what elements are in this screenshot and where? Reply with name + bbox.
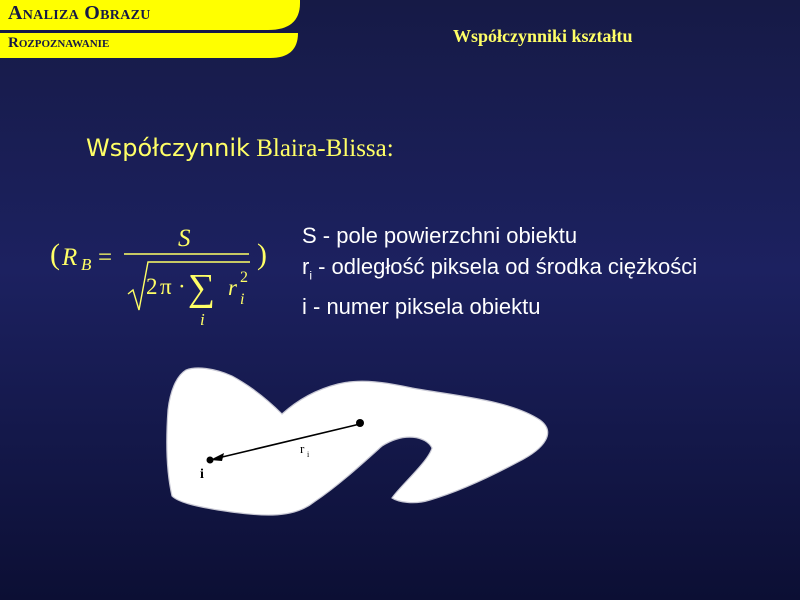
legend-r-sub: i	[309, 268, 312, 283]
formula-r-sub: i	[240, 291, 245, 308]
pixel-label: i	[200, 467, 204, 482]
legend-line-index: i - numer piksela obiektu	[302, 294, 541, 320]
object-shape	[167, 368, 548, 515]
banner-title: Analiza Obrazu	[8, 2, 151, 24]
coefficient-author: Blaira-Blissa:	[256, 135, 394, 162]
distance-label-sub: i	[307, 450, 310, 459]
legend-distance-text: - odległość piksela od środka ciężkości	[312, 254, 698, 279]
close-paren: )	[257, 238, 267, 271]
formula-numerator: S	[178, 225, 191, 252]
formula-r-exp: 2	[240, 269, 248, 286]
sum-index: i	[200, 310, 205, 329]
formula-const: 2	[146, 274, 158, 299]
distance-label: r	[300, 441, 305, 456]
formula-dot: ·	[178, 274, 186, 299]
formula-lhs-sub: B	[81, 255, 92, 274]
formula-pi: π	[160, 274, 172, 299]
centroid-point	[356, 419, 364, 427]
sum-sign: ∑	[188, 267, 216, 309]
coefficient-name: Współczynnik	[86, 134, 250, 162]
open-paren: (	[50, 238, 60, 271]
banner-subtitle: Rozpoznawanie	[8, 35, 110, 51]
formula-r: r	[228, 275, 237, 300]
formula-equals: =	[98, 244, 113, 271]
formula-lhs: R	[62, 244, 78, 271]
slide-heading: Współczynniki kształtu	[453, 26, 633, 46]
legend-line-area: S - pole powierzchni obiektu	[302, 223, 578, 248]
pixel-point	[207, 457, 214, 464]
legend-r: r	[302, 254, 310, 279]
